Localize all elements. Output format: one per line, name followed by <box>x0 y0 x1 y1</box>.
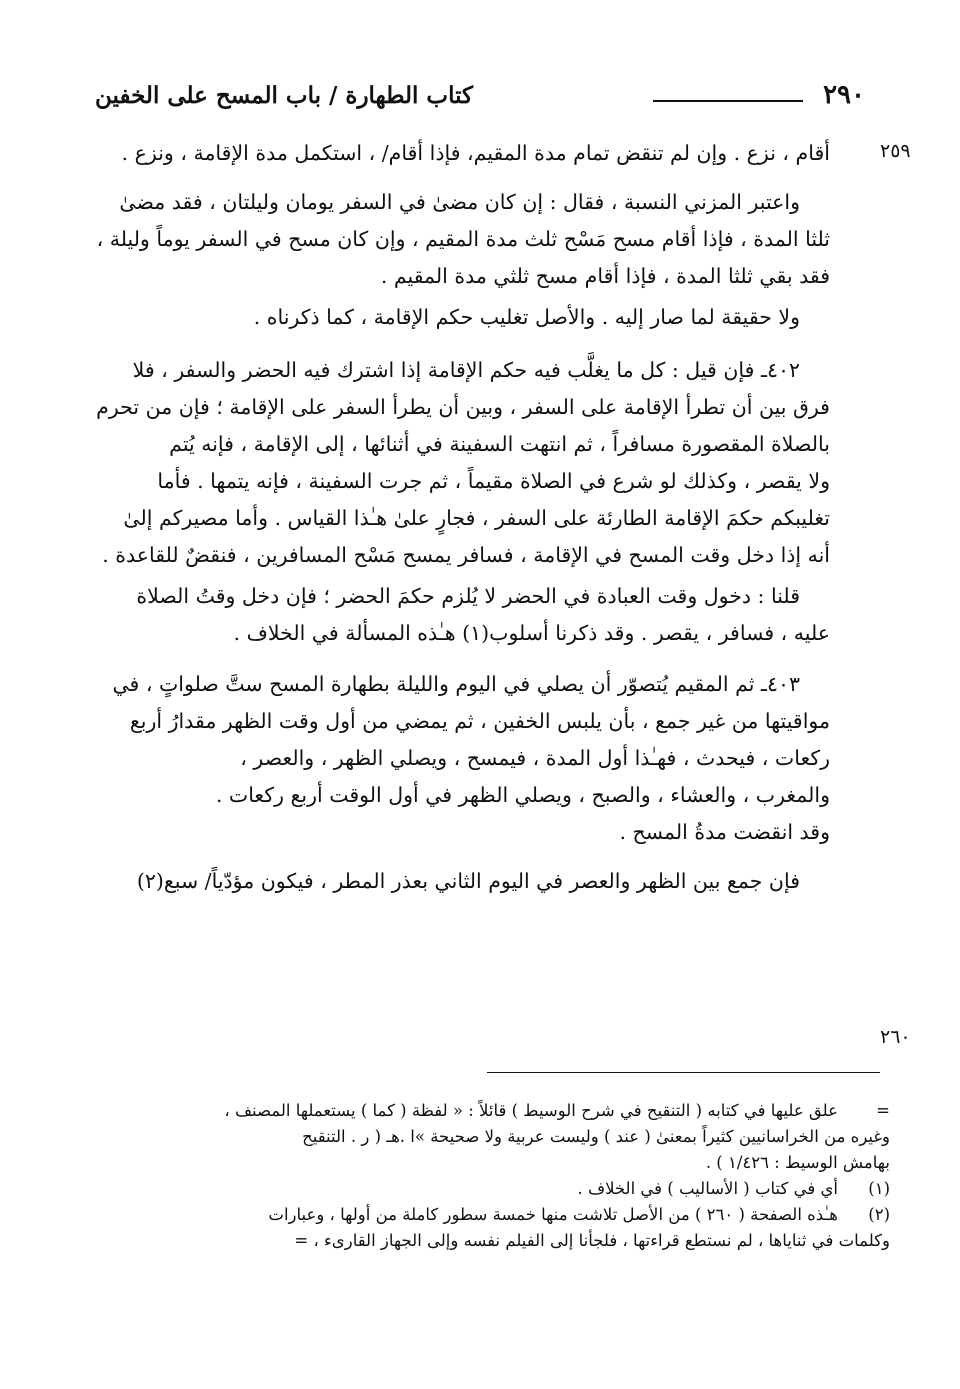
section-403-line: وقد انقضت مدةُ المسح . <box>619 820 830 844</box>
running-title: كتاب الطهارة / باب المسح على الخفين <box>95 82 473 109</box>
paragraph-line: أقام ، نزع . وإن لم تنقض تمام مدة المقيم، فإذا أقام/ ، استكمل مدة الإقامة ، ونزع . <box>121 141 830 165</box>
section-402-line: بالصلاة المقصورة مسافراً ، ثم انتهت السفينة في أثنائها ، إلى الإقامة ، فإنه يُتم <box>169 432 830 456</box>
section-402-line: ٤٠٢ـ فإن قيل : كل ما يغلَّب فيه حكم الإقامة إذا اشترك فيه الحضر والسفر ، فلا <box>132 358 800 382</box>
footnote-continuation-mark: = <box>876 1101 890 1120</box>
main-text <box>95 135 830 900</box>
section-402-line: ولا يقصر ، وكذلك لو شرع في الصلاة مقيماً ، ثم جرت السفينة ، فإنه يتمها . فأما <box>157 469 830 493</box>
footnote-text: علق عليها في كتابه ( التنقيح في شرح الوسيط ) قائلاً : « لفظة ( كما ) يستعملها المصنف ، <box>224 1101 838 1120</box>
footnote-text: بهامش الوسيط : ١/٤٢٦ ) . <box>705 1153 890 1172</box>
footnotes <box>100 1098 890 1254</box>
footnote-text: وكلمات في ثناياها ، لم نستطع قراءتها ، فلجأنا إلى الفيلم نفسه وإلى الجهاز القارىء ، = <box>294 1231 890 1250</box>
footnote-marker-1: (١) <box>868 1179 890 1198</box>
paragraph-line: ثلثا المدة ، فإذا أقام مسح مَسْح ثلث مدة المقيم ، وإن كان مسح في السفر يوماً وليلة ، <box>96 227 830 251</box>
margin-reference-259: ٢٥٩ <box>880 140 911 162</box>
answer-line: قلنا : دخول وقت العبادة في الحضر لا يُلزم حكمَ الحضر ؛ فإن دخل وقتُ الصلاة <box>136 584 800 608</box>
paragraph-line: فقد بقي ثلثا المدة ، فإذا أقام مسح ثلثي مدة المقيم . <box>380 264 830 288</box>
section-403-line: ركعات ، فيحدث ، فهـٰذا أول المدة ، فيمسح ، ويصلي الظهر ، والعصر ، <box>240 746 830 770</box>
footnote-text: أي في كتاب ( الأساليب ) في الخلاف . <box>577 1179 838 1198</box>
paragraph-line: فإن جمع بين الظهر والعصر في اليوم الثاني بعذر المطر ، فيكون مؤدّياً/ سبع(٢) <box>136 869 800 893</box>
section-402-line: أنه إذا دخل وقت المسح في الإقامة ، فسافر يمسح مَسْح المسافرين ، فنقضٌ للقاعدة . <box>102 543 830 567</box>
answer-line: عليه ، فسافر ، يقصر . وقد ذكرنا أسلوب(١) هـٰذه المسألة في الخلاف . <box>233 621 830 645</box>
paragraph-line: واعتبر المزني النسبة ، فقال : إن كان مضىٰ في السفر يومان وليلتان ، فقد مضىٰ <box>119 190 800 214</box>
section-403-line: والمغرب ، والعشاء ، والصبح ، ويصلي الظهر في أول الوقت أربع ركعات . <box>215 783 830 807</box>
header-rule <box>653 100 803 102</box>
section-403-line: مواقيتها من غير جمع ، بأن يلبس الخفين ، ثم يمضي من أول وقت الظهر مقدارُ أربع <box>129 709 830 733</box>
section-402-line: فرق بين أن تطرأ الإقامة على السفر ، وبين أن يطرأ السفر على الإقامة ؛ فإن من تحرم <box>96 395 830 419</box>
paragraph-line: ولا حقيقة لما صار إليه . والأصل تغليب حكم الإقامة ، كما ذكرناه . <box>253 305 800 329</box>
page-number: ٢٩٠ <box>823 80 865 110</box>
section-403-line: ٤٠٣ـ ثم المقيم يُتصوّر أن يصلي في اليوم والليلة بطهارة المسح ستَّ صلواتٍ ، في <box>112 672 800 696</box>
page-header <box>95 80 865 120</box>
margin-reference-260: ٢٦٠ <box>880 1026 911 1048</box>
section-402-line: تغليبكم حكمَ الإقامة الطارئة على السفر ، فجارٍ علىٰ هـٰذا القياس . وأما مصيركم إلىٰ <box>123 506 830 530</box>
footnote-marker-2: (٢) <box>868 1205 890 1224</box>
footnote-separator <box>487 1072 880 1073</box>
footnote-text: وغيره من الخراسانيين كثيراً بمعنىٰ ( عند ) وليست عربية ولا صحيحة »ا .هـ ( ر . التنقيح <box>302 1127 890 1146</box>
footnote-text: هـٰذه الصفحة ( ٢٦٠ ) من الأصل تلاشت منها خمسة سطور كاملة من أولها ، وعبارات <box>268 1205 838 1224</box>
